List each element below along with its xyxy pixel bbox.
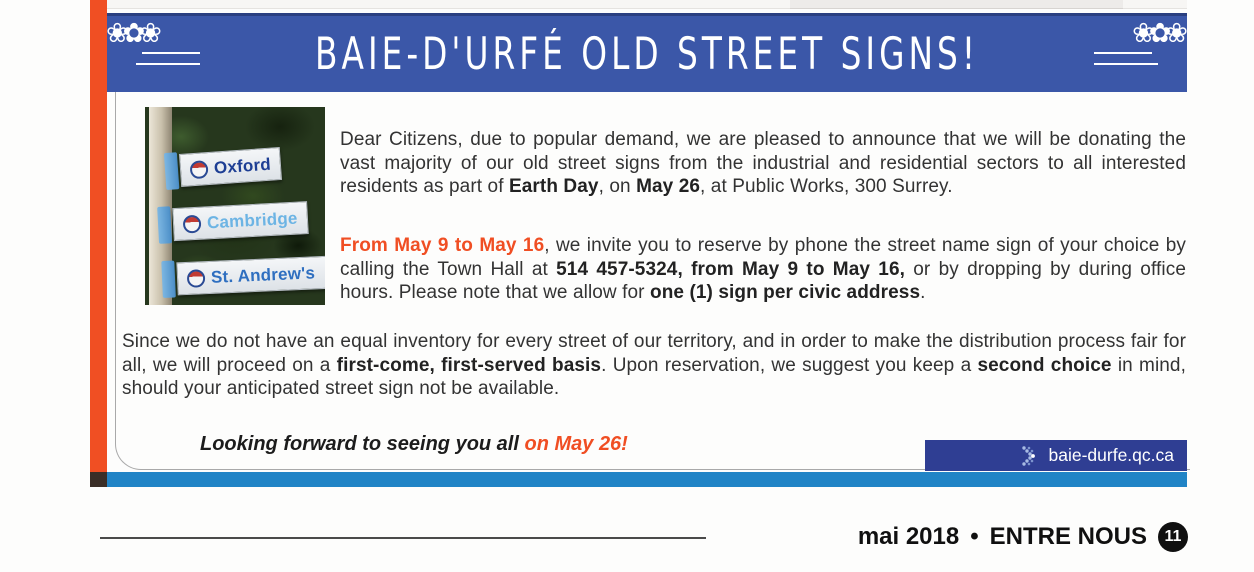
street-sign-label: Cambridge — [206, 208, 298, 232]
footer-magazine-title: ENTRE NOUS — [989, 523, 1147, 550]
street-sign-label: Oxford — [213, 154, 272, 178]
street-sign-row — [157, 199, 308, 244]
floral-ornament-right-icon — [1092, 18, 1189, 86]
street-sign-label: St. Andrew's — [210, 262, 316, 287]
text-segment: . Upon reservation, we suggest you keep a — [601, 354, 978, 376]
bottom-cyan-rule — [107, 472, 1187, 487]
text-segment: , on — [598, 176, 637, 197]
text-segment-bold: first-come, first-served basis — [336, 354, 602, 376]
footer-separator-dot: • — [970, 523, 979, 550]
sign-bracket — [161, 260, 176, 298]
text-segment-orange-italic: on May 26! — [524, 433, 628, 455]
town-crest-icon — [183, 214, 202, 233]
text-segment-bold: 514 457-5324, from May 9 to May 16, — [556, 258, 906, 280]
text-segment: . — [920, 282, 926, 303]
text-segment: , at Public Works, 300 Surrey. — [700, 176, 953, 197]
text-segment-bold: Earth Day — [508, 176, 599, 197]
text-segment: Dear Citizens, due to popular demand, we are pleased to announce that we will be donating the vast majority of our old street signs from the industrial and residential sectors to all interested residents as part of — [340, 129, 1186, 197]
text-segment: in mind, should your anticipated street sign not be available. — [122, 354, 1186, 399]
footer — [858, 522, 1188, 552]
paragraph-intro — [340, 128, 1186, 199]
sign-bracket — [164, 152, 180, 190]
text-segment-bold: second choice — [977, 354, 1112, 376]
text-segment: Since we do not have an equal inventory for every street of our territory, and in order to make the distribution process fair for all, we will proceed on a — [122, 331, 1186, 376]
text-segment-italic: Looking forward to seeing you all — [200, 433, 525, 455]
street-sign-oxford — [179, 147, 282, 187]
website-url[interactable]: baie-durfe.qc.ca — [1048, 445, 1174, 465]
town-crest-icon — [189, 160, 208, 179]
text-segment-bold: May 26 — [636, 176, 701, 197]
footer-divider — [100, 537, 706, 539]
website-link-bar[interactable] — [925, 440, 1187, 471]
closing-line — [200, 433, 628, 456]
page-number-badge: 11 — [1158, 522, 1188, 552]
text-segment-orange: From May 9 to May 16 — [340, 235, 545, 256]
text-segment: or by dropping by during office hours. Please note that we allow for — [340, 258, 1186, 303]
paragraph-inventory — [122, 330, 1186, 401]
floral-ornament-left-icon — [106, 18, 202, 86]
rule-corner-block — [90, 472, 107, 487]
section-banner — [107, 13, 1187, 92]
text-segment: , we invite you to reserve by phone the street name sign of your choice by calling the Town Hall at — [340, 235, 1186, 280]
street-sign-st-andrews — [176, 255, 325, 295]
section-title: BAIE-D'URFÉ OLD STREET SIGNS! — [315, 27, 980, 80]
previous-section-edge-right — [790, 0, 1123, 9]
text-segment-bold: one (1) sign per civic address — [649, 282, 921, 303]
flower-glyphs: ❀✿❀ — [1138, 18, 1189, 48]
street-sign-cambridge — [172, 201, 308, 241]
sign-bracket — [157, 206, 172, 244]
street-signs-photo — [145, 107, 325, 305]
street-sign-row — [161, 253, 325, 298]
paragraph-reservation — [340, 234, 1186, 305]
left-orange-rule — [90, 0, 107, 472]
flower-glyphs: ❀✿❀ — [106, 18, 156, 48]
street-sign-row — [164, 145, 282, 190]
town-crest-icon — [187, 269, 206, 288]
dotted-chevron-icon — [1020, 444, 1040, 468]
footer-issue-date: mai 2018 — [857, 523, 960, 550]
